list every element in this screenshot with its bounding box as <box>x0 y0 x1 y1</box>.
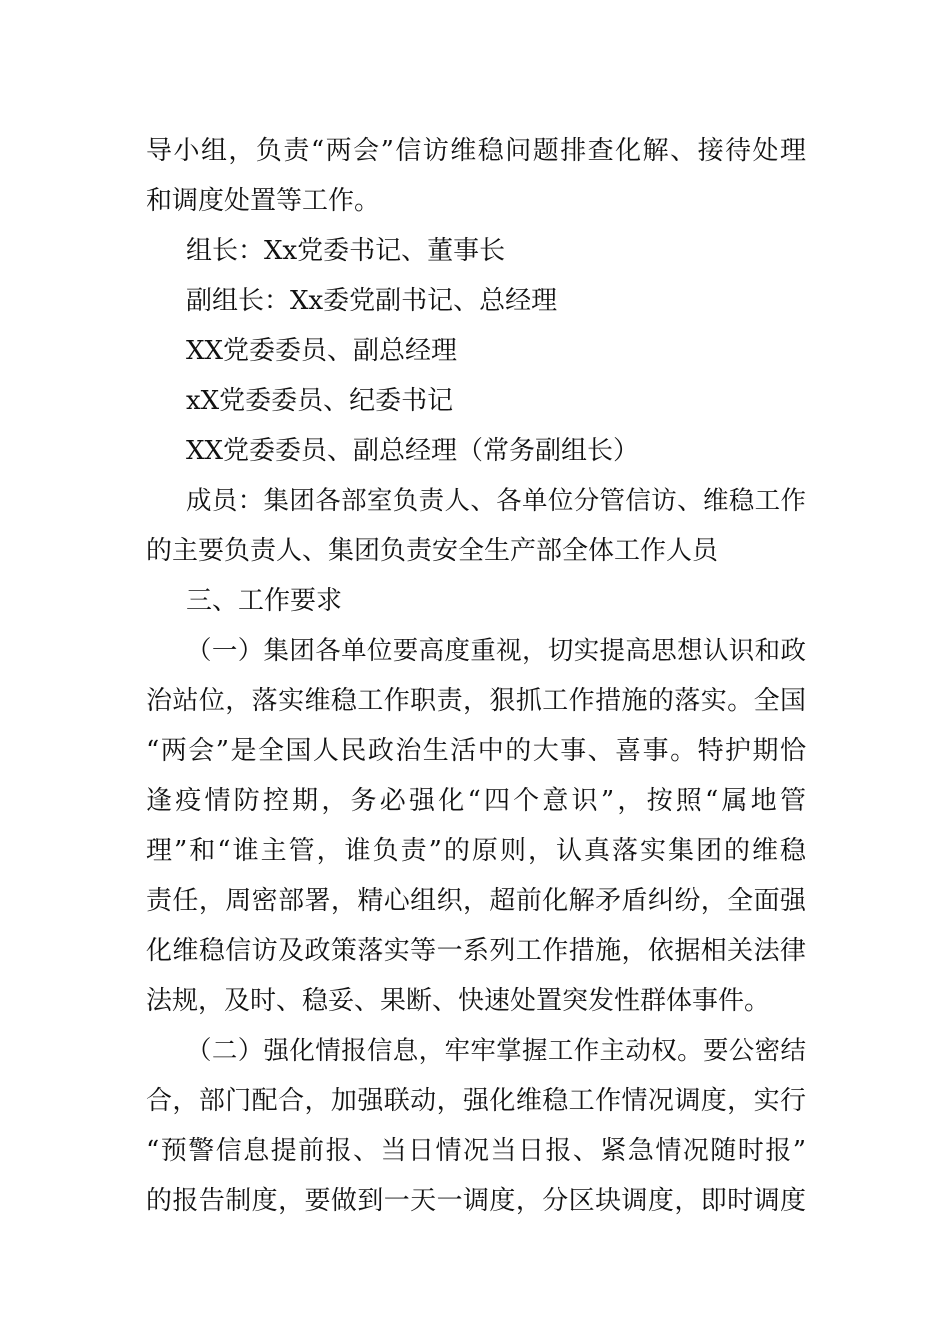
text-line-1: 导小组，负责“两会”信访维稳问题排查化解、接待处理 <box>146 136 806 166</box>
para1-line-7: 化维稳信访及政策落实等一系列工作措施，依据相关法律 <box>146 936 806 966</box>
para1-line-3: “两会”是全国人民政治生活中的大事、喜事。特护期恰 <box>146 736 806 766</box>
para2-line-4: 的报告制度，要做到一天一调度，分区块调度，即时调度 <box>146 1186 806 1216</box>
leader-line: 组长：Xx党委书记、董事长 <box>186 236 506 266</box>
para1-line-6: 责任，周密部署，精心组织，超前化解矛盾纠纷，全面强 <box>146 886 806 916</box>
deputy-leader-line: 副组长：Xx委党副书记、总经理 <box>186 286 558 316</box>
para1-line-1: （一）集团各单位要高度重视，切实提高思想认识和政 <box>186 636 806 666</box>
para1-line-5: 理”和“谁主管，谁负责”的原则，认真落实集团的维稳 <box>146 836 806 866</box>
member-line-1: XX党委委员、副总经理 <box>186 336 458 366</box>
members-line-1: 成员：集团各部室负责人、各单位分管信访、维稳工作 <box>186 486 806 516</box>
para1-line-4: 逢疫情防控期，务必强化“四个意识”，按照“属地管 <box>146 786 806 816</box>
member-line-3: XX党委委员、副总经理（常务副组长） <box>186 436 640 466</box>
para1-line-8: 法规，及时、稳妥、果断、快速处置突发性群体事件。 <box>146 986 771 1016</box>
para2-line-2: 合，部门配合，加强联动，强化维稳工作情况调度，实行 <box>146 1086 806 1116</box>
members-line-2: 的主要负责人、集团负责安全生产部全体工作人员 <box>146 536 719 566</box>
section-heading: 三、工作要求 <box>186 586 343 616</box>
para1-line-2: 治站位，落实维稳工作职责，狠抓工作措施的落实。全国 <box>146 686 806 716</box>
para2-line-1: （二）强化情报信息，牢牢掌握工作主动权。要公密结 <box>186 1036 806 1066</box>
text-line-2: 和调度处置等工作。 <box>146 186 381 216</box>
para2-line-3: “预警信息提前报、当日情况当日报、紧急情况随时报” <box>146 1136 806 1166</box>
member-line-2: xX党委委员、纪委书记 <box>186 386 454 416</box>
